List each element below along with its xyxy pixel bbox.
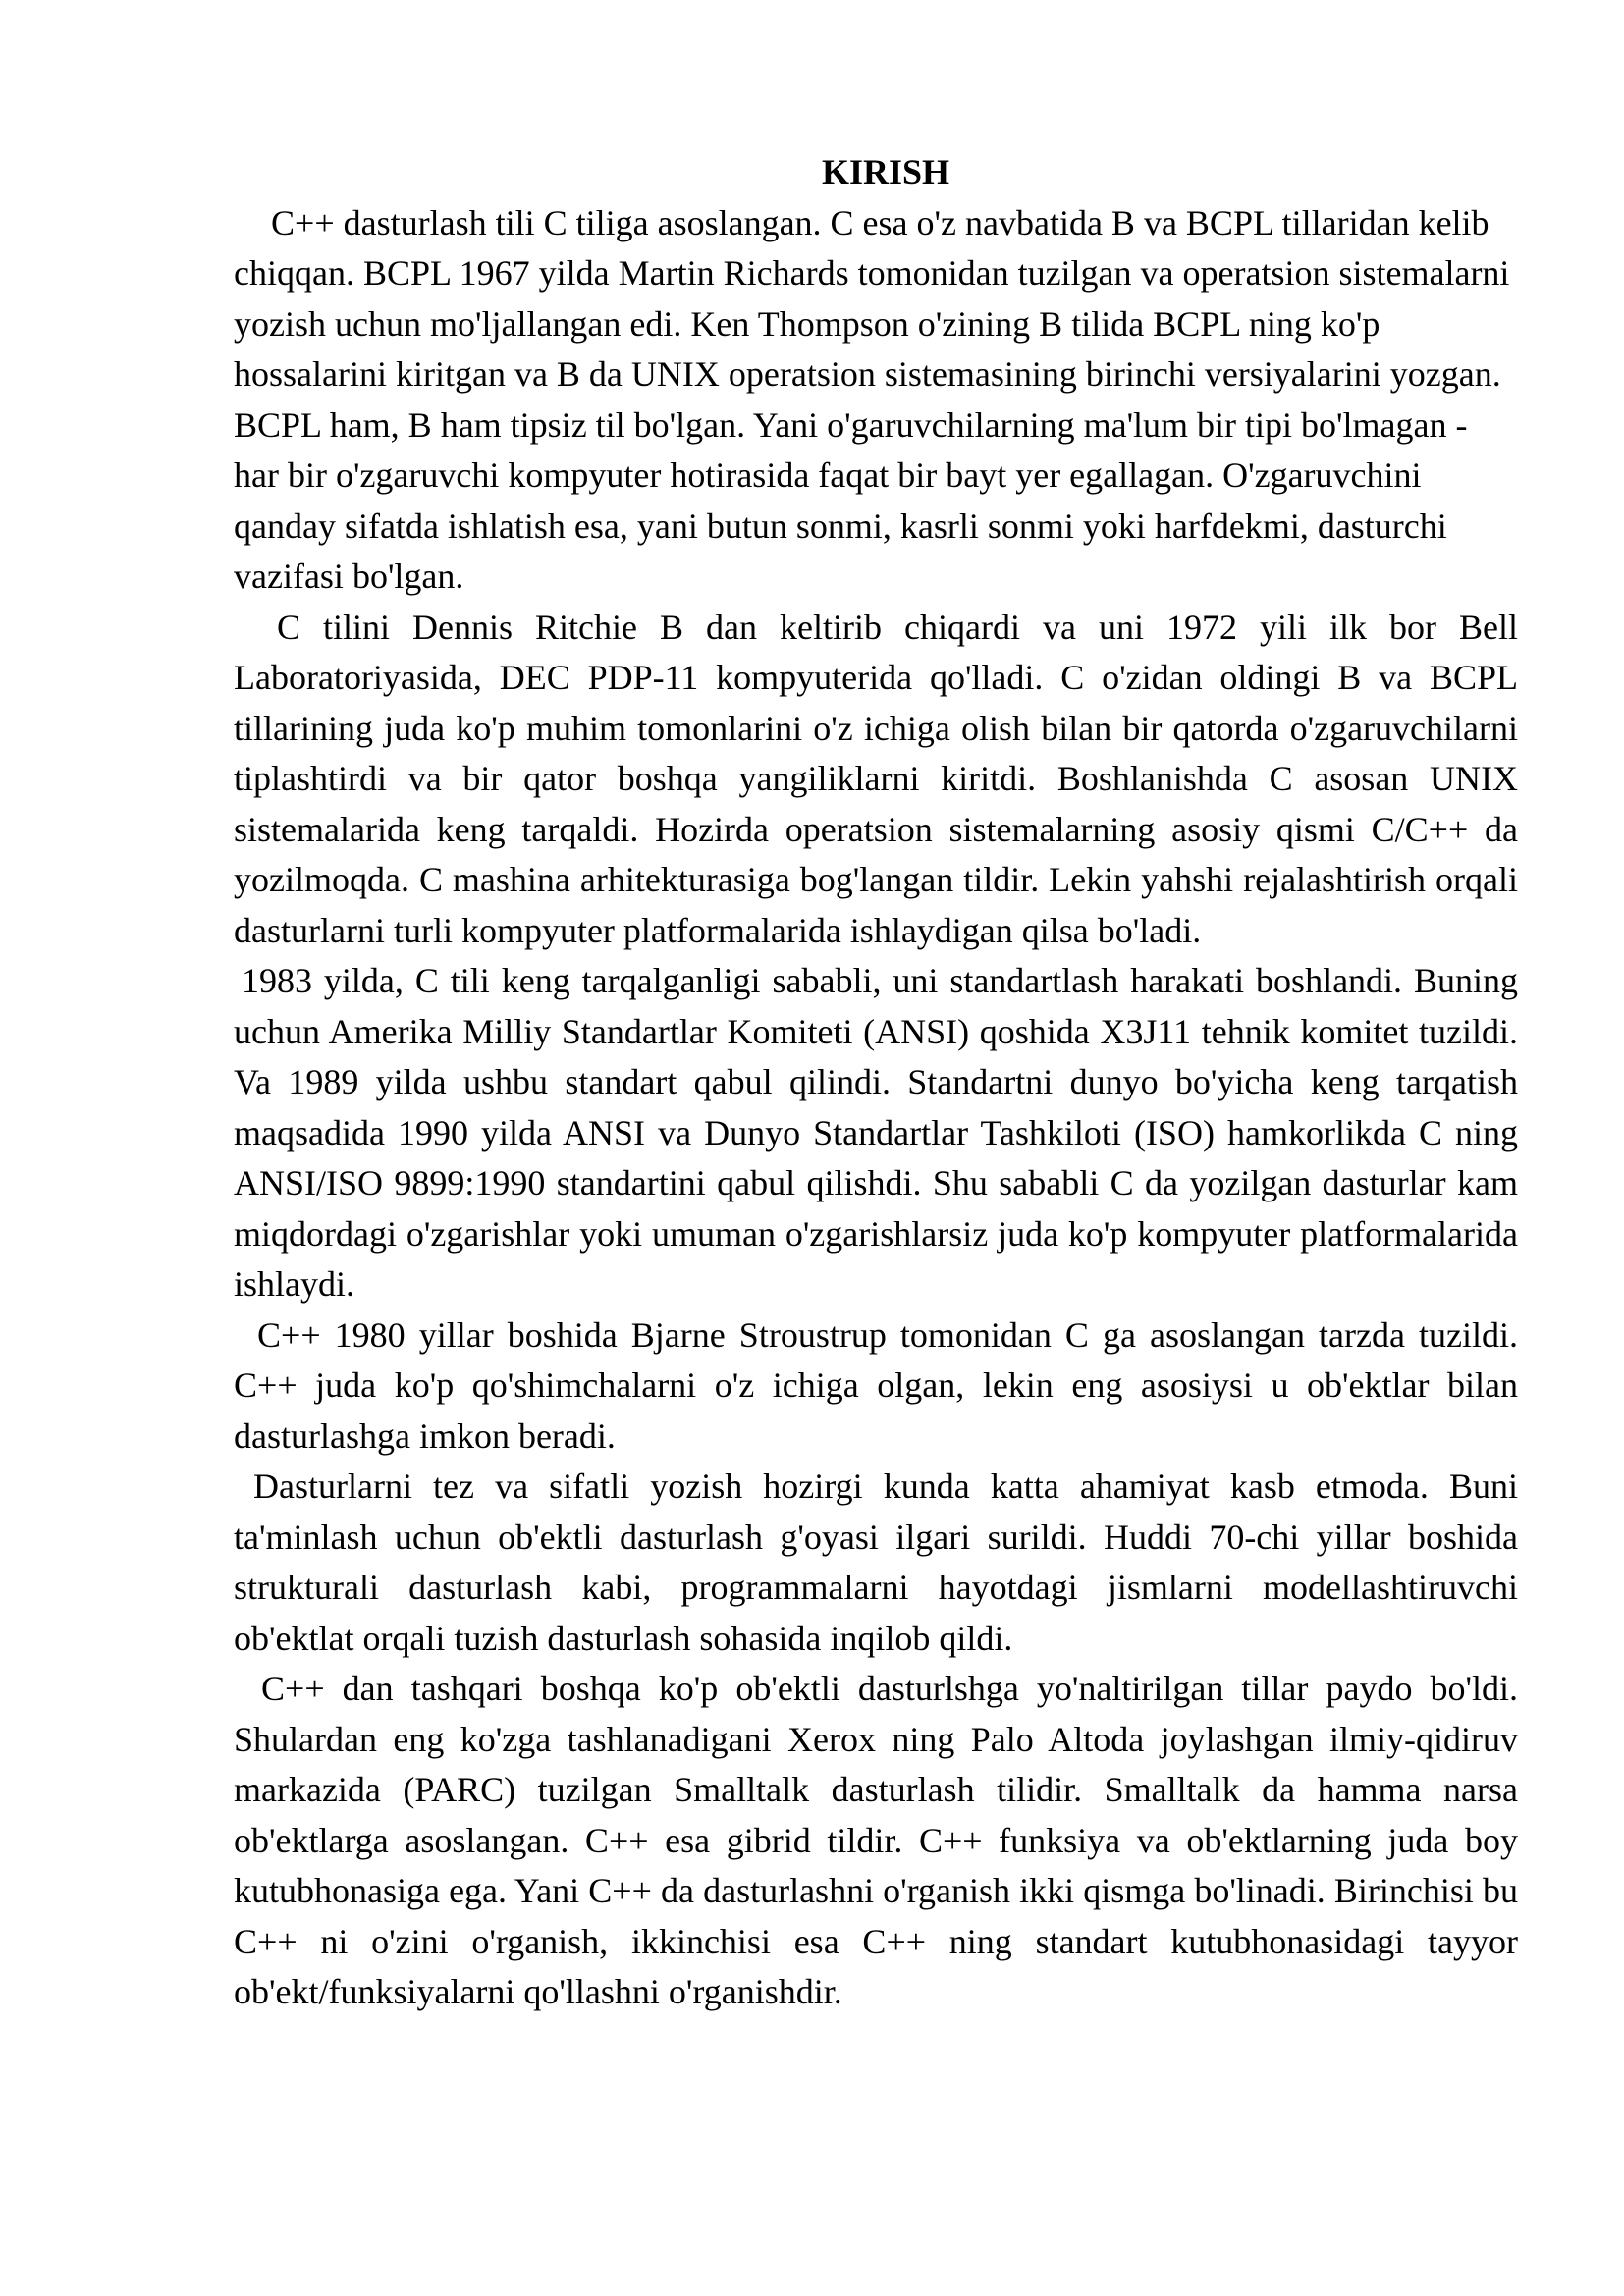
paragraph-4: C++ 1980 yillar boshida Bjarne Stroustrup tomonidan C ga asoslangan tarzda tuzildi. C++ juda ko'p qo'shimchalarni o'z ichiga olgan, lekin eng asosiysi u ob'ektlar bilan dasturlashga imkon beradi. — [234, 1314, 1518, 1456]
paragraph-6: C++ dan tashqari boshqa ko'p ob'ektli dasturlshga yo'naltirilgan tillar paydo bo'ldi. Shulardan eng ko'zga tashlanadigani Xerox ning Palo Altoda joylashgan ilmiy-qidiruv markazida (PARC) tuzilgan Smalltalk dasturlash tilidir. Smalltalk da hamma narsa ob'ektlarga asoslangan. C++ esa gibrid tildir. C++ funksiya va ob'ektlarning juda boy kutubhonasiga ega. Yani C++ da dasturlashni o'rganish ikki qismga bo'linadi. Birinchisi bu C++ ni o'zini o'rganish, ikkinchisi esa C++ ning standart kutubhonasidagi tayyor ob'ekt/funksiyalarni qo'llashni o'rganishdir. — [234, 1669, 1518, 2011]
document-title: KIRISH — [821, 152, 950, 191]
paragraph-2: C tilini Dennis Ritchie B dan keltirib chiqardi va uni 1972 yili ilk bor Bell Laboratoriyasida, DEC PDP-11 kompyuterida qo'lladi. C o'zidan oldingi B va BCPL tillarining juda ko'p muhim tomonlarini o'z ichiga olish bilan bir qatorda o'zgaruvchilarni tiplashtirdi va bir qator boshqa yangiliklarni kiritdi. Boshlanishda C asosan UNIX sistemalarida keng tarqaldi. Hozirda operatsion sistemalarning asosiy qismi C/C++ da yozilmoqda. C mashina arhitekturasiga bog'langan tildir. Lekin yahshi rejalashtirish orqali dasturlarni turli kompyuter platformalarida ishlaydigan qilsa bo'ladi. — [234, 607, 1518, 950]
paragraph-5: Dasturlarni tez va sifatli yozish hozirgi kunda katta ahamiyat kasb etmoda. Buni ta'minlash uchun ob'ektli dasturlash g'oyasi ilgari surildi. Huddi 70-chi yillar boshida strukturali dasturlash kabi, programmalarni hayotdagi jismlarni modellashtiruvchi ob'ektlat orqali tuzish dasturlash sohasida inqilob qildi. — [234, 1467, 1518, 1658]
paragraph-1: C++ dasturlash tili C tiliga asoslangan. C esa o'z navbatida B va BCPL tillaridan kelib chiqqan. BCPL 1967 yilda Martin Richards tomonidan tuzilgan va operatsion sistemalarni yozish uchun mo'ljallangan edi. Ken Thompson o'zining B tilida BCPL ning ko'p hossalarini kiritgan va B da UNIX operatsion sistemasining birinchi versiyalarini yozgan. BCPL ham, B ham tipsiz til bo'lgan. Yani o'garuvchilarning ma'lum bir tipi bo'lmagan - har bir o'zgaruvchi kompyuter hotirasida faqat bir bayt yer egallagan. O'zgaruvchini qanday sifatda ishlatish esa, yani butun sonmi, kasrli sonmi yoki harfdekmi, dasturchi vazifasi bo'lgan. — [234, 202, 1510, 596]
document-page — [234, 147, 1518, 2018]
paragraph-3: 1983 yilda, C tili keng tarqalganligi sababli, uni standartlash harakati boshlandi. Buning uchun Amerika Milliy Standartlar Komiteti (ANSI) qoshida X3J11 tehnik komitet tuzildi. Va 1989 yilda ushbu standart qabul qilindi. Standartni dunyo bo'yicha keng tarqatish maqsadida 1990 yilda ANSI va Dunyo Standartlar Tashkiloti (ISO) hamkorlikda C ning ANSI/ISO 9899:1990 standartini qabul qilishdi. Shu sababli C da yozilgan dasturlar kam miqdordagi o'zgarishlar yoki umuman o'zgarishlarsiz juda ko'p kompyuter platformalarida ishlaydi. — [234, 961, 1518, 1304]
